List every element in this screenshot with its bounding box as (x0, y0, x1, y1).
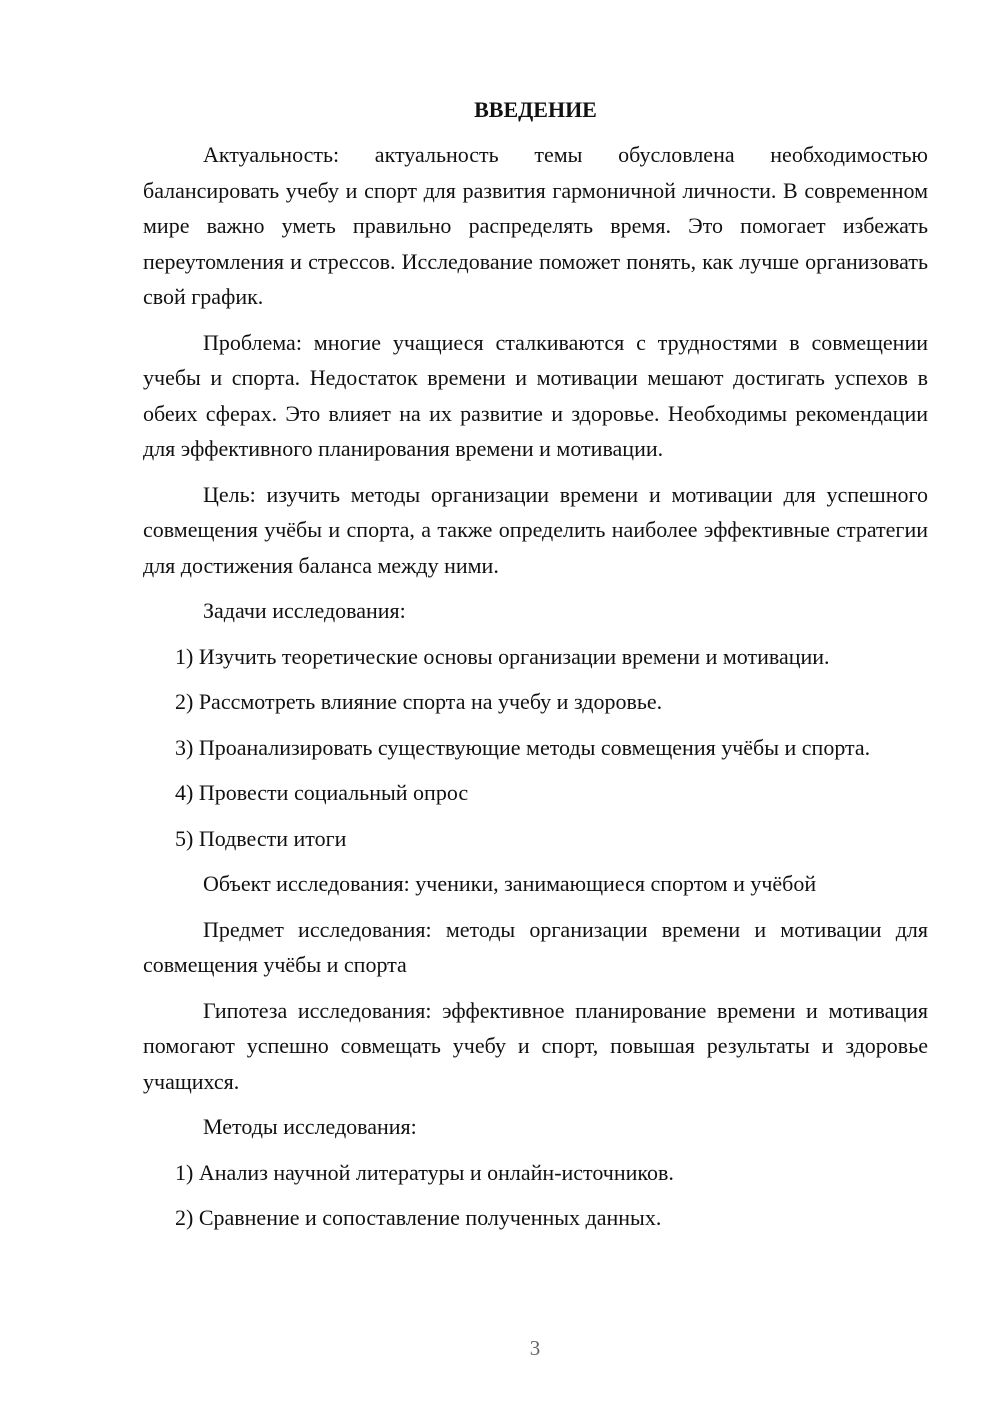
task-item-1: 1) Изучить теоретические основы организации времени и мотивации. (175, 643, 830, 669)
object-paragraph: Объект исследования: ученики, занимающиеся спортом и учёбой (203, 871, 817, 896)
page-number: 3 (529, 1336, 541, 1360)
hypothesis-paragraph: Гипотеза исследования: эффективное планирование времени и мотивация помогают успешно совмещать учебу и спорт, повышая результаты и здоровье учащихся. (143, 997, 928, 1094)
task-item-2: 2) Рассмотреть влияние спорта на учебу и здоровье. (175, 689, 663, 714)
task-item-3: 3) Проанализировать существующие методы совмещения учёбы и спорта. (175, 734, 871, 760)
relevance-paragraph: Актуальность: актуальность темы обусловлена необходимостью балансировать учебу и спорт для развития гармоничной личности. В современном мире важно уметь правильно распределять время. Это помогает избежать переутомления и стрессов. Исследование поможет понять, как лучше организовать свой график. (143, 142, 928, 309)
task-item-5: 5) Подвести итоги (175, 825, 347, 851)
goal-paragraph: Цель: изучить методы организации времени и мотивации для успешного совмещения учёбы и спорта, а также определить наиболее эффективные стратегии для достижения баланса между ними. (143, 481, 928, 578)
method-item-2: 2) Сравнение и сопоставление полученных данных. (175, 1205, 662, 1230)
methods-heading: Методы исследования: (203, 1114, 417, 1139)
section-title: ВВЕДЕНИЕ (474, 97, 597, 122)
method-item-1: 1) Анализ научной литературы и онлайн-источников. (175, 1159, 674, 1185)
page-content (143, 95, 928, 1246)
problem-paragraph: Проблема: многие учащиеся сталкиваются с трудностями в совмещении учебы и спорта. Недостаток времени и мотивации мешают достигать успехов в обеих сферах. Это влияет на их развитие и здоровье. Необходимы рекомендации для эффективного планирования времени и мотивации. (143, 329, 928, 461)
task-item-4: 4) Провести социальный опрос (175, 780, 469, 805)
subject-paragraph: Предмет исследования: методы организации времени и мотивации для совмещения учёбы и спорта (143, 916, 928, 977)
tasks-heading: Задачи исследования: (203, 598, 406, 623)
